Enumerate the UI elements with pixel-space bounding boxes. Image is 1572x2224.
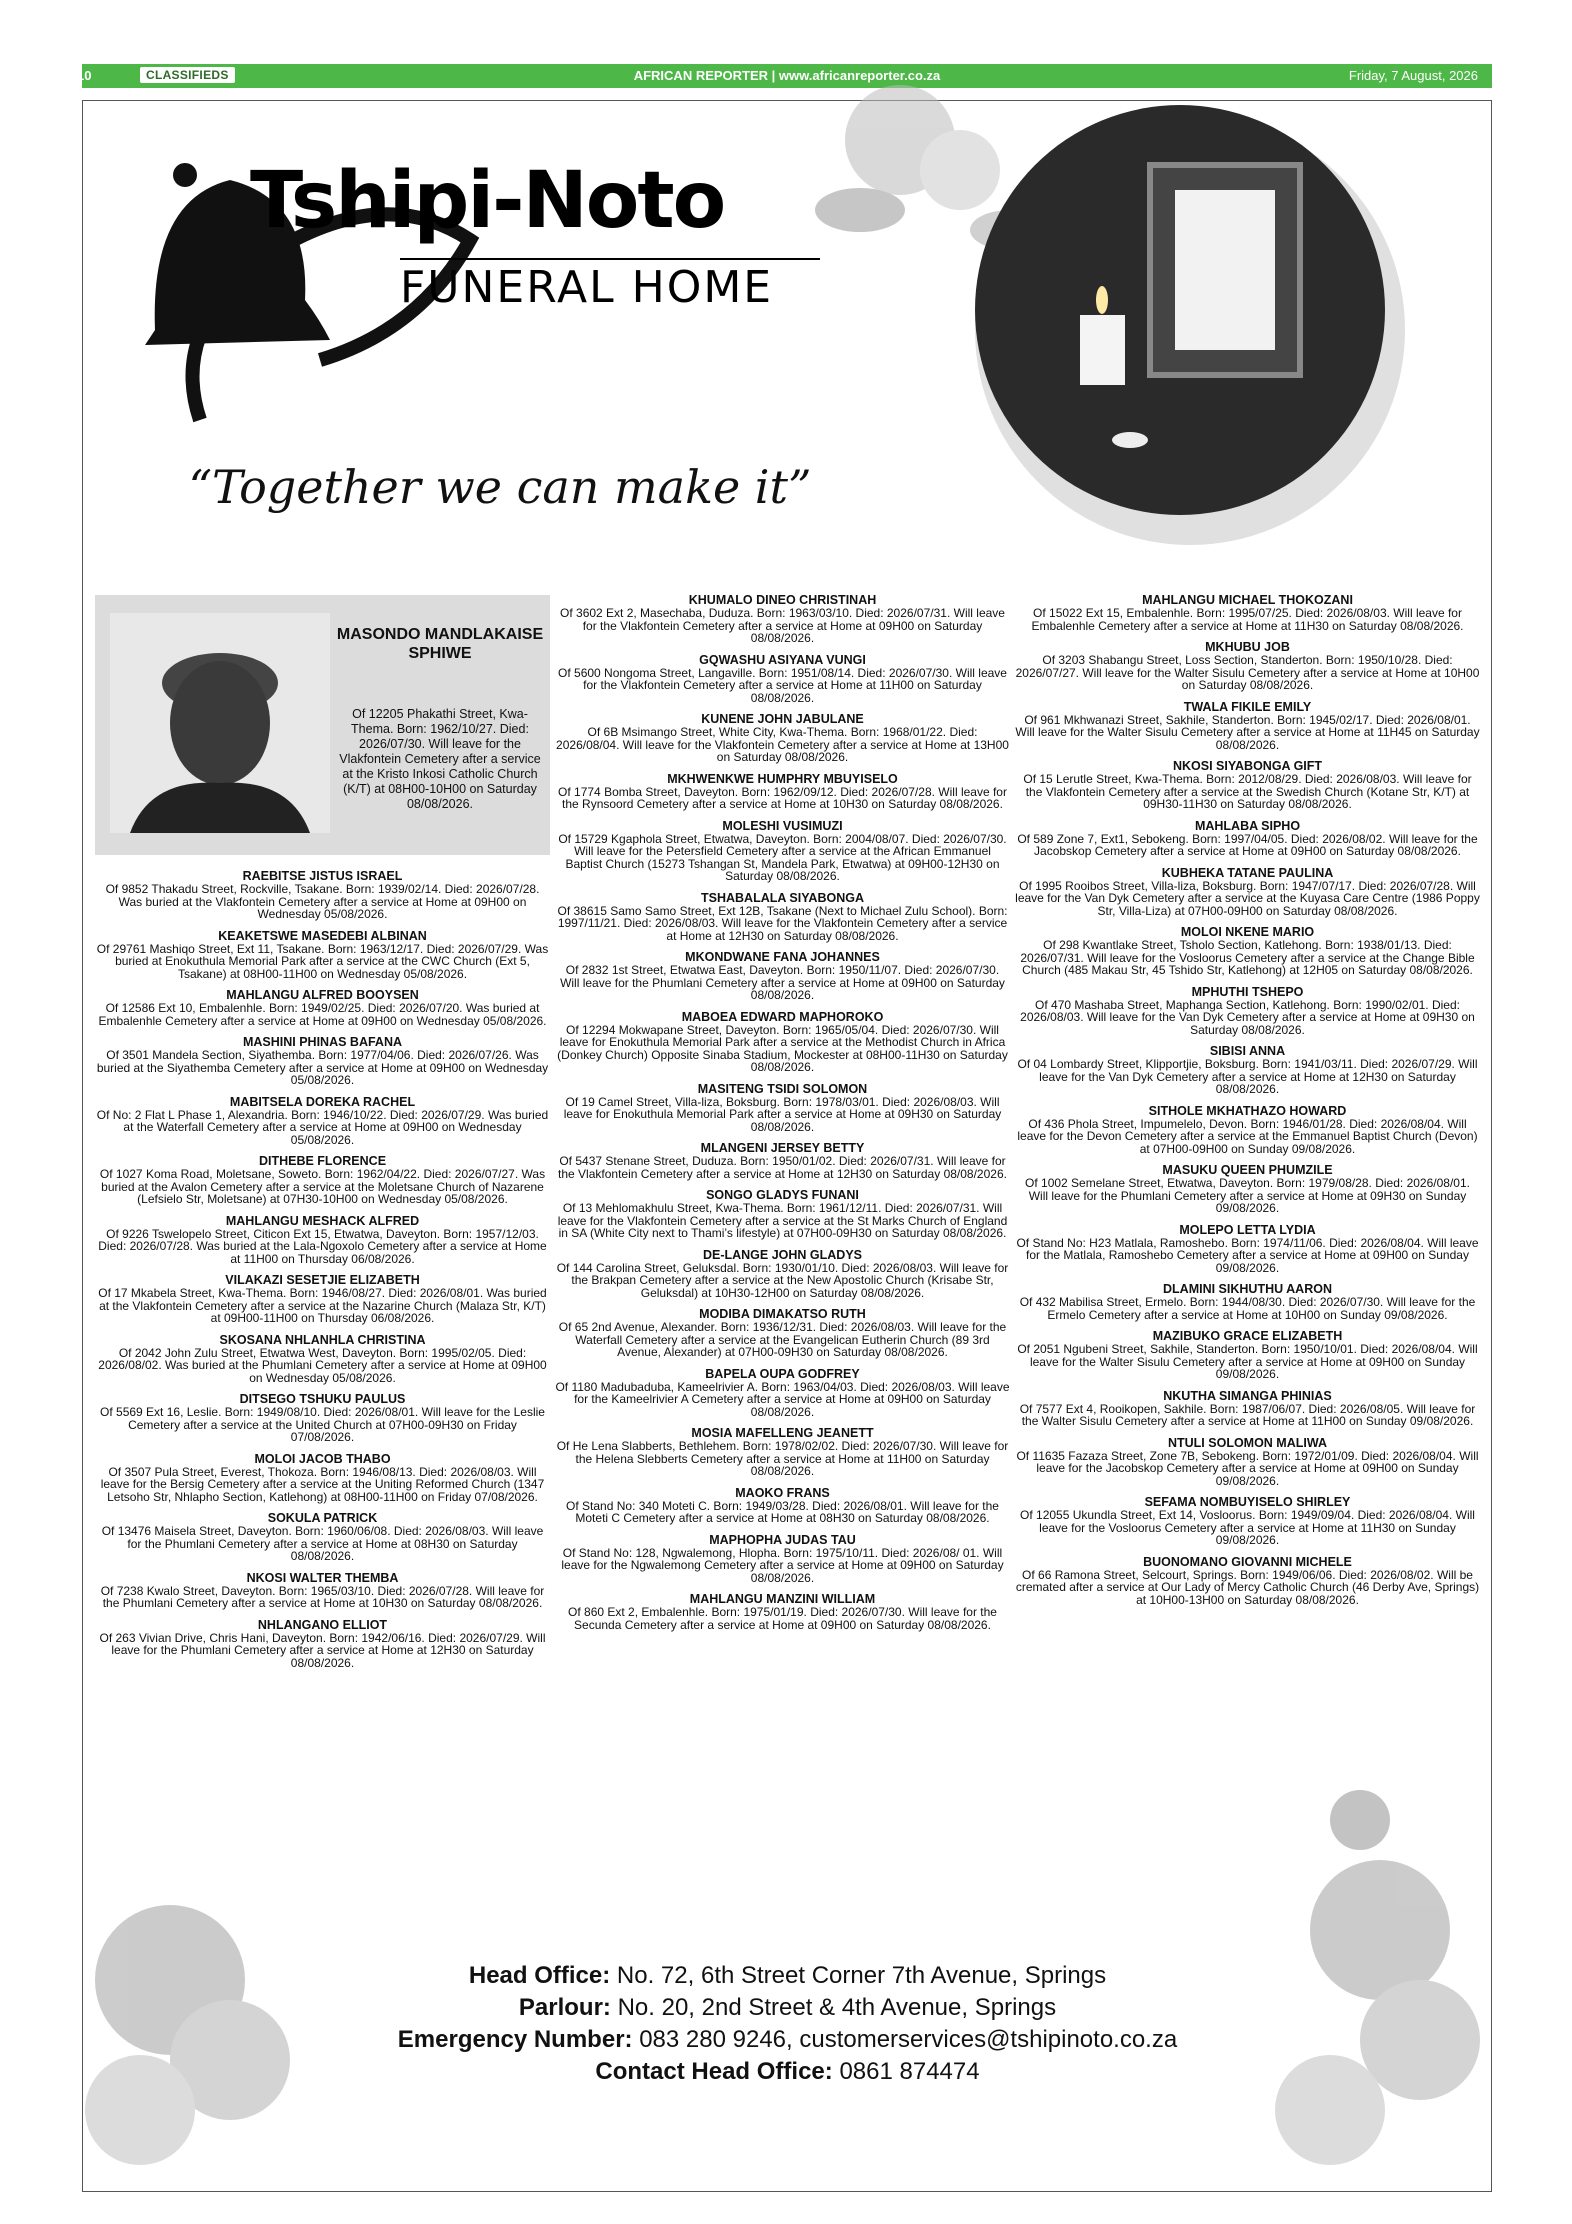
parlour-line: Parlour: No. 20, 2nd Street & 4th Avenue, Springs bbox=[518, 1994, 1057, 2021]
notice-text: Of 298 Kwantlake Street, Tsholo Section, Katlehong. Born: 1938/01/13. Died: 2026/07/31. Will leave for the Vosloorus Cemetery after a service at the Change Bible Church (485 Makau Str, 45 Tshido Str, Katlehong) at 12H05 on Saturday 08/08/2026. bbox=[1020, 938, 1475, 977]
notice-text: Of 12586 Ext 10, Embalenhle. Born: 1949/02/25. Died: 2026/07/20. Was buried at Embalenhle Cemetery after a service at Home at 09H00 on Wednesday 05/08/2026. bbox=[98, 1001, 547, 1028]
notice-column-2 bbox=[555, 593, 1010, 1639]
notice-name: MASHINI PHINAS BAFANA bbox=[242, 1035, 403, 1049]
notice-text: Of He Lena Slabberts, Bethlehem. Born: 1978/02/02. Died: 2026/07/30. Will leave for the Helena Slebberts Cemetery after a service at Home at 11H00 on Saturday 08/08/2026. bbox=[556, 1439, 1009, 1478]
notice-entry bbox=[1015, 819, 1480, 858]
notice-entry bbox=[555, 950, 1010, 1002]
notice-name: MPHUTHI TSHEPO bbox=[1191, 984, 1304, 999]
notice-text: Of 15729 Kgaphola Street, Etwatwa, Daveyton. Born: 2004/08/07. Died: 2026/07/30. Will leave for the Petersfield Cemetery after a service at the African Emmanuel Baptist Church (15273 Tshangan St, Mandela Park, Etwatwa) at 09H00-12H30 on Saturday 08/08/2026. bbox=[558, 831, 1007, 883]
notice-text: Of 3507 Pula Street, Everest, Thokoza. Born: 1946/08/13. Died: 2026/08/03. Will leave for the Bersig Cemetery after a service at the Uniting Reformed Church (1347 Letsoho Str, Nhlapho Section, Katlehong) at 08H00-11H00 on Friday 07/08/2026. bbox=[100, 1464, 545, 1504]
notice-text: Of 589 Zone 7, Ext1, Sebokeng. Born: 1997/04/05. Died: 2026/08/02. Will leave for the Jacobskop Cemetery after a service at Home at 09H00 on Saturday 08/08/2026. bbox=[1017, 831, 1478, 858]
notice-entry bbox=[95, 1273, 550, 1325]
notice-entry bbox=[95, 1035, 550, 1087]
notice-text: Of 1180 Madubaduba, Kameelrivier A. Born: 1963/04/03. Died: 2026/08/03. Will leave for the Kameelrivier A Cemetery after a service at Home at 09H00 on Saturday 08/08/2026. bbox=[555, 1379, 1010, 1419]
notice-text: Of Stand No: 128, Ngwalemong, Hlopha. Born: 1975/10/11. Died: 2026/08/ 01. Will leave for the Ngwalemong Cemetery after a service at Home at 09H00 on Saturday 08/08/2026. bbox=[561, 1545, 1004, 1585]
notice-text: Of 1995 Rooibos Street, Villa-liza, Boksburg. Born: 1947/07/17. Died: 2026/07/28. Will leave for the Van Dyk Cemetery after a service at the Kuyasa Care Centre (1986 Poppy Str, Villa-Liza) at 07H00-09H00 on Saturday 08/08/2026. bbox=[1015, 878, 1480, 918]
notice-name: MOSIA MAFELLENG JEANETT bbox=[691, 1426, 874, 1440]
notice-entry bbox=[555, 819, 1010, 883]
notice-text: Of 65 2nd Avenue, Alexander. Born: 1936/12/31. Died: 2026/08/03. Will leave for the Waterfall Cemetery after a service at the Evangelican Eutherin Church (89 3rd Avenue, Alexander) at 07H00-09H30 on Saturday 08/08/2026. bbox=[558, 1320, 1007, 1359]
notice-text: Of 3501 Mandela Section, Siyathemba. Born: 1977/04/06. Died: 2026/07/26. Was buried at the Siyathemba Cemetery after a service at Home at 09H00 on Wednesday 05/08/2026. bbox=[96, 1048, 549, 1087]
notice-entry bbox=[1015, 1555, 1480, 1607]
notice-name: MOLESHI VUSIMUZI bbox=[722, 818, 843, 833]
notice-name: MODIBA DIMAKATSO RUTH bbox=[699, 1307, 866, 1321]
notice-name: DITHEBE FLORENCE bbox=[258, 1154, 387, 1168]
notice-name: MASUKU QUEEN PHUMZILE bbox=[1162, 1163, 1333, 1177]
notice-text: Of 29761 Mashiqo Street, Ext 11, Tsakane. Born: 1963/12/17. Died: 2026/07/29. Was buried at Enokuthula Memorial Park after a service at the CWC Church (Ext 5, Tsakane) at 08H00-11H00 on Wednesday 05/08/2026. bbox=[96, 941, 549, 981]
notice-entry bbox=[555, 1367, 1010, 1419]
logo-subtitle: FUNERAL HOME bbox=[400, 262, 774, 313]
notice-name: MKHUBU JOB bbox=[1205, 640, 1290, 654]
notice-text: Of 38615 Samo Samo Street, Ext 12B, Tsakane (Next to Michael Zulu School). Born: 1997/11/21. Died: 2026/08/03. Will leave for the Vlakfontein Cemetery after a service at Home at 12H30 on Saturday 08/08/2026. bbox=[557, 903, 1008, 943]
notice-entry bbox=[555, 1533, 1010, 1585]
notice-name: SOKULA PATRICK bbox=[267, 1511, 378, 1525]
issue-date: Friday, 7 August, 2026 bbox=[1348, 68, 1478, 83]
notice-entry bbox=[1015, 1389, 1480, 1428]
photo-frame-blank bbox=[1175, 190, 1275, 350]
notice-name: MOLOI JACOB THABO bbox=[254, 1451, 391, 1466]
notice-entry bbox=[555, 1426, 1010, 1478]
notice-name: NKOSI WALTER THEMBA bbox=[246, 1570, 399, 1585]
notice-name: SKOSANA NHLANHLA CHRISTINA bbox=[219, 1332, 426, 1347]
notice-text: Of 3203 Shabangu Street, Loss Section, Standerton. Born: 1950/10/28. Died: 2026/07/27. Will leave for the Walter Sisulu Cemetery after a service at Home at 10H00 on Saturday 08/08/2026. bbox=[1015, 653, 1480, 692]
notice-text: Of 9852 Thakadu Street, Rockville, Tsakane. Born: 1939/02/14. Died: 2026/07/28. Was buried at the Vlakfontein Cemetery after a service at Home at 09H00 on Wednesday 05/08/2026. bbox=[105, 882, 540, 921]
notice-entry bbox=[1015, 925, 1480, 977]
notice-name: MOLEPO LETTA LYDIA bbox=[1179, 1222, 1316, 1237]
contact-line: Contact Head Office: 0861 874474 bbox=[595, 2058, 980, 2085]
notice-name: MAHLANGU ALFRED BOOYSEN bbox=[226, 988, 419, 1002]
notice-text: Of 9226 Tswelopelo Street, Citicon Ext 15, Etwatwa, Daveyton. Born: 1957/12/03. Died: 2026/07/28. Was buried at the Lala-Ngoxolo Cemetery after a service at Home at 11H00 on Thursday 06/08/2026. bbox=[98, 1226, 547, 1266]
notice-entry bbox=[1015, 866, 1480, 918]
notice-entry bbox=[555, 712, 1010, 764]
notice-name: MAPHOPHA JUDAS TAU bbox=[709, 1532, 856, 1547]
notice-entry bbox=[555, 891, 1010, 943]
notice-name: KUNENE JOHN JABULANE bbox=[701, 712, 864, 726]
notice-text: Of 66 Ramona Street, Selcourt, Springs. Born: 1949/06/06. Died: 2026/08/02. Will be cremated after a service at Our Lady of Mercy Catholic Church (46 Derby Ave, Springs) at 10H00-13H00 on Saturday 08/08/2026. bbox=[1015, 1567, 1480, 1607]
notice-entry bbox=[555, 1486, 1010, 1525]
notice-entry bbox=[555, 1010, 1010, 1074]
featured-notice bbox=[95, 595, 550, 855]
notice-entry bbox=[1015, 1329, 1480, 1381]
notice-entry bbox=[1015, 1163, 1480, 1215]
notice-text: Of 5569 Ext 16, Leslie. Born: 1949/08/10. Died: 2026/08/01. Will leave for the Leslie Cemetery after a service at the United Church at 07H00-09H30 on Friday 07/08/2026. bbox=[100, 1405, 545, 1444]
notice-text: Of 5600 Nongoma Street, Langaville. Born: 1951/08/14. Died: 2026/07/30. Will leave for the Vlakfontein Cemetery after a service at Home at 11H00 on Saturday 08/08/2026. bbox=[558, 665, 1007, 705]
notice-entry bbox=[95, 1333, 550, 1385]
notice-text: Of 1774 Bomba Street, Daveyton. Born: 1962/09/12. Died: 2026/07/28. Will leave for the Rynsoord Cemetery after a service at Home at 10H30 on Saturday 08/08/2026. bbox=[558, 784, 1007, 811]
notice-entry bbox=[555, 593, 1010, 645]
featured-name: MASONDO MANDLAKAISE SPHIWE bbox=[336, 626, 544, 662]
notice-name: SONGO GLADYS FUNANI bbox=[706, 1188, 859, 1202]
notice-name: MAHLANGU MANZINI WILLIAM bbox=[689, 1592, 876, 1606]
notice-text: Of 2051 Ngubeni Street, Sakhile, Standerton. Born: 1950/10/01. Died: 2026/08/04. Will leave for the Walter Sisulu Cemetery after a service at Home at 09H00 on Sunday 09/08/2026. bbox=[1017, 1342, 1478, 1381]
notice-name: TWALA FIKILE EMILY bbox=[1183, 699, 1312, 714]
publication-name: AFRICAN REPORTER | www.africanreporter.co.za bbox=[633, 68, 941, 83]
notice-name: DLAMINI SIKHUTHU AARON bbox=[1163, 1282, 1332, 1296]
notice-name: SIBISI ANNA bbox=[1209, 1044, 1286, 1058]
notice-text: Of 12294 Mokwapane Street, Daveyton. Born: 1965/05/04. Died: 2026/07/30. Will leave for Enokuthula Memorial Park after a service at the Methodist Church in Africa (Donkey Church) Opposite Sinaba Stadium, Mockester at 08H00-11H30 on Saturday 08/08/2026. bbox=[557, 1022, 1008, 1074]
notice-name: GQWASHU ASIYANA VUNGI bbox=[699, 652, 866, 667]
notice-column-3 bbox=[1015, 593, 1480, 1614]
section-label: CLASSIFIEDS bbox=[140, 67, 235, 83]
notice-text: Of 2042 John Zulu Street, Etwatwa West, Daveyton. Born: 1995/02/05. Died: 2026/08/02. Was buried at the Phumlani Cemetery after a service at Home at 09H00 on Wednesday 05/08/2026. bbox=[98, 1345, 547, 1385]
notice-entry bbox=[555, 1248, 1010, 1300]
notice-entry bbox=[95, 1095, 550, 1147]
notice-entry bbox=[95, 1214, 550, 1266]
notice-name: BAPELA OUPA GODFREY bbox=[705, 1366, 860, 1381]
notice-name: VILAKAZI SESETJIE ELIZABETH bbox=[225, 1273, 420, 1287]
notice-entry bbox=[555, 1141, 1010, 1180]
notice-entry bbox=[555, 1188, 1010, 1240]
notice-entry bbox=[95, 929, 550, 981]
notice-entry bbox=[95, 1452, 550, 1504]
notice-text: Of Stand No: 340 Moteti C. Born: 1949/03/28. Died: 2026/08/01. Will leave for the Moteti C Cemetery after a service at Home at 08H30 on Saturday 08/08/2026. bbox=[566, 1498, 999, 1525]
notice-entry bbox=[555, 1307, 1010, 1359]
emergency-line: Emergency Number: 083 280 9246, customerservices@tshipinoto.co.za bbox=[397, 2026, 1178, 2053]
notice-name: BUONOMANO GIOVANNI MICHELE bbox=[1143, 1554, 1352, 1569]
bottom-right-flower-icon bbox=[1275, 1790, 1480, 2165]
contact-footer bbox=[300, 1960, 1275, 2088]
notice-text: Of 432 Mabilisa Street, Ermelo. Born: 1944/08/30. Died: 2026/07/30. Will leave for the Ermelo Cemetery after a service at Home at 10H00 on Sunday 09/08/2026. bbox=[1019, 1295, 1476, 1322]
notice-entry bbox=[1015, 1223, 1480, 1275]
bottom-left-flower-icon bbox=[85, 1905, 290, 2165]
notice-text: Of 263 Vivian Drive, Chris Hani, Daveyton. Born: 1942/06/16. Died: 2026/07/29. Will leave for the Phumlani Cemetery after a service at Home at 12H30 on Saturday 08/08/2026. bbox=[99, 1630, 546, 1670]
notice-name: KEAKETSWE MASEDEBI ALBINAN bbox=[218, 928, 427, 943]
notice-name: RAEBITSE JISTUS ISRAEL bbox=[242, 869, 403, 883]
notice-text: Of 2832 1st Street, Etwatwa East, Daveyton. Born: 1950/11/07. Died: 2026/07/30. Will leave for the Phumlani Cemetery after a service at Home at 09H00 on Saturday 08/08/2026. bbox=[560, 963, 1005, 1002]
notice-text: Of Stand No: H23 Matlala, Ramoshebo. Born: 1974/11/06. Died: 2026/08/04. Will leave for the Matlala, Ramoshebo Cemetery after a service at Home at 09H00 on Sunday 09/08/2026. bbox=[1016, 1235, 1479, 1275]
notice-name: MKONDWANE FANA JOHANNES bbox=[685, 950, 880, 964]
logo-underline bbox=[400, 258, 820, 260]
notice-entry bbox=[555, 1592, 1010, 1631]
notice-entry bbox=[1015, 1436, 1480, 1488]
notice-name: NKOSI SIYABONGA GIFT bbox=[1172, 759, 1323, 773]
notice-entry bbox=[95, 1511, 550, 1563]
notice-text: Of 470 Mashaba Street, Maphanga Section, Katlehong. Born: 1990/02/01. Died: 2026/08/03. Will leave for the Van Dyk Cemetery after a service at Home at 09H30 on Saturday 08/08/2026. bbox=[1020, 997, 1475, 1037]
notice-name: NTULI SOLOMON MALIWA bbox=[1167, 1435, 1327, 1450]
notice-name: SEFAMA NOMBUYISELO SHIRLEY bbox=[1144, 1495, 1351, 1509]
portrait-icon bbox=[110, 613, 330, 833]
notice-text: Of 13 Mehlomakhulu Street, Kwa-Thema. Born: 1961/12/11. Died: 2026/07/31. Will leave for the Vlakfontein Cemetery after a service at the St Marks Church of England in SA (White City next to Thami’s lifestyle) at 07H00-09H30 on Saturday 08/08/2026. bbox=[557, 1201, 1008, 1240]
notice-entry bbox=[95, 1618, 550, 1670]
notice-name: DITSEGO TSHUKU PAULUS bbox=[239, 1392, 406, 1406]
notice-text: Of 1027 Koma Road, Moletsane, Soweto. Born: 1962/04/22. Died: 2026/07/27. Was buried at the Avalon Cemetery after a service at the Moletsane Church of Nazarene (Lefsielo Str, Moletsane) at 07H30-10H00 on Wednesday 05/08/2026. bbox=[99, 1167, 546, 1206]
featured-details: Of 12205 Phakathi Street, Kwa-Thema. Born: 1962/10/27. Died: 2026/07/30. Will leave for the Vlakfontein Cemetery after a service at the Kristo Inkosi Catholic Church (K/T) at 08H00-10H00 on Saturday 08/08/2026. bbox=[339, 707, 541, 811]
notice-text: Of 144 Carolina Street, Geluksdal. Born: 1930/01/10. Died: 2026/08/03. Will leave for the Brakpan Cemetery after a service at the New Apostolic Church (Krisabe Str, Geluksdal) at 10H30-12H00 on Saturday 08/08/2026. bbox=[556, 1260, 1009, 1300]
notice-name: MASITENG TSIDI SOLOMON bbox=[697, 1081, 868, 1096]
page-number: 10 bbox=[77, 68, 92, 83]
notice-entry bbox=[95, 1392, 550, 1444]
notice-text: Of 7238 Kwalo Street, Daveyton. Born: 1965/03/10. Died: 2026/07/28. Will leave for the Phumlani Cemetery after a service at Home at 10H30 on Saturday 08/08/2026. bbox=[100, 1583, 545, 1610]
notice-text: Of No: 2 Flat L Phase 1, Alexandria. Born: 1946/10/22. Died: 2026/07/29. Was buried at the Waterfall Cemetery after a service at Home at 09H00 on Wednesday 05/08/2026. bbox=[96, 1107, 549, 1147]
notice-text: Of 15022 Ext 15, Embalenhle. Born: 1995/07/25. Died: 2026/08/03. Will leave for Embalenhle Cemetery after a service at Home at 11H30 on Saturday 08/08/2026. bbox=[1031, 606, 1464, 633]
notice-text: Of 17 Mkabela Street, Kwa-Thema. Born: 1946/08/27. Died: 2026/08/01. Was buried at the Vlakfontein Cemetery after a service at the Nazarine Church (Malaza Str, K/T) at 09H00-11H00 on Thursday 06/08/2026. bbox=[98, 1286, 547, 1325]
notice-text: Of 3602 Ext 2, Masechaba, Duduza. Born: 1963/03/10. Died: 2026/07/31. Will leave for the Vlakfontein Cemetery after a service at Home at 09H00 on Saturday 08/08/2026. bbox=[560, 606, 1005, 645]
notice-name: MABITSELA DOREKA RACHEL bbox=[229, 1094, 416, 1109]
notice-text: Of 860 Ext 2, Embalenhle. Born: 1975/01/19. Died: 2026/07/30. Will leave for the Secunda Cemetery after a service at Home at 09H00 on Saturday 08/08/2026. bbox=[568, 1605, 997, 1632]
notice-entry bbox=[95, 869, 550, 921]
notice-name: KHUMALO DINEO CHRISTINAH bbox=[688, 593, 877, 607]
notice-name: MAHLANGU MICHAEL THOKOZANI bbox=[1142, 593, 1353, 607]
head-office-line: Head Office: No. 72, 6th Street Corner 7th Avenue, Springs bbox=[468, 1962, 1107, 1989]
notice-text: Of 04 Lombardy Street, Klipportjie, Boksburg. Born: 1941/03/11. Died: 2026/07/29. Will leave for the Van Dyk Cemetery after a service at Home at 12H30 on Saturday 08/08/2026. bbox=[1017, 1057, 1478, 1096]
notice-entry bbox=[95, 988, 550, 1027]
notice-name: TSHABALALA SIYABONGA bbox=[701, 890, 864, 905]
notice-text: Of 7577 Ext 4, Rooikopen, Sakhile. Born: 1987/06/07. Died: 2026/08/05. Will leave for the Walter Sisulu Cemetery after a service at Home at 11H00 on Sunday 09/08/2026. bbox=[1019, 1401, 1476, 1428]
notice-entry bbox=[555, 772, 1010, 811]
notice-name: MLANGENI JERSEY BETTY bbox=[700, 1141, 865, 1155]
notice-entry bbox=[555, 1082, 1010, 1134]
notice-name: KUBHEKA TATANE PAULINA bbox=[1161, 865, 1334, 880]
featured-photo bbox=[110, 613, 330, 833]
notice-entry bbox=[95, 1154, 550, 1206]
notice-name: MKHWENKWE HUMPHRY MBUYISELO bbox=[667, 771, 898, 786]
notice-name: MAOKO FRANS bbox=[735, 1485, 830, 1500]
notice-column-1 bbox=[95, 869, 550, 1677]
notice-text: Of 436 Phola Street, Impumelelo, Devon. Born: 1946/01/28. Died: 2026/08/04. Will leave for the Devon Cemetery after a service at the Emmanuel Baptist Church (Devon) at 07H00-09H00 on Sunday 09/08/2026. bbox=[1017, 1116, 1478, 1156]
notice-entry bbox=[1015, 700, 1480, 752]
notice-text: Of 5437 Stenane Street, Duduza. Born: 1950/01/02. Died: 2026/07/31. Will leave for the Vlakfontein Cemetery after a service at Home at 12H30 on Saturday 08/08/2026. bbox=[558, 1154, 1007, 1181]
notice-name: DE-LANGE JOHN GLADYS bbox=[702, 1247, 863, 1262]
notice-text: Of 6B Msimango Street, White City, Kwa-Thema. Born: 1968/01/22. Died: 2026/08/04. Will leave for the Vlakfontein Cemetery after a service at Home at 13H00 on Saturday 08/08/2026. bbox=[556, 725, 1009, 764]
notice-name: NKUTHA SIMANGA PHINIAS bbox=[1163, 1388, 1332, 1403]
notice-entry bbox=[1015, 1044, 1480, 1096]
notice-text: Of 961 Mkhwanazi Street, Sakhile, Standerton. Born: 1945/02/17. Died: 2026/08/01. Will leave for the Walter Sisulu Cemetery after a service at Home at 11H45 on Saturday 08/08/2026. bbox=[1015, 712, 1480, 752]
notice-name: NHLANGANO ELLIOT bbox=[257, 1617, 388, 1632]
notice-entry bbox=[1015, 985, 1480, 1037]
notice-entry bbox=[95, 1571, 550, 1610]
notice-text: Of 19 Camel Street, Villa-liza, Boksburg. Born: 1978/03/01. Died: 2026/08/03. Will leave for Enokuthula Memorial Park after a service at Home at 09H30 on Saturday 08/08/2026. bbox=[563, 1094, 1002, 1134]
tagline: “Together we can make it” bbox=[188, 460, 812, 514]
notice-entry bbox=[1015, 759, 1480, 811]
notice-text: Of 13476 Maisela Street, Daveyton. Born: 1960/06/08. Died: 2026/08/03. Will leave for the Phumlani Cemetery after a service at Home at 08H30 on Saturday 08/08/2026. bbox=[101, 1524, 544, 1563]
notice-entry bbox=[1015, 1104, 1480, 1156]
notice-entry bbox=[555, 653, 1010, 705]
notice-entry bbox=[1015, 1282, 1480, 1321]
notice-entry bbox=[1015, 593, 1480, 632]
notice-name: SITHOLE MKHATHAZO HOWARD bbox=[1148, 1103, 1347, 1118]
notice-entry bbox=[1015, 640, 1480, 692]
notice-name: MOLOI NKENE MARIO bbox=[1180, 925, 1315, 939]
notice-name: MAHLABA SIPHO bbox=[1194, 818, 1301, 833]
notice-text: Of 15 Lerutle Street, Kwa-Thema. Born: 2012/08/29. Died: 2026/08/03. Will leave for the Vlakfontein Cemetery after a service at the Swedish Church (Kotane Str, K/T) at 09H30-11H30 on Saturday 08/08/2026. bbox=[1023, 772, 1472, 811]
notice-name: MAZIBUKO GRACE ELIZABETH bbox=[1152, 1329, 1343, 1343]
logo-brand-name: Tshipi-Noto bbox=[250, 156, 725, 246]
notice-text: Of 1002 Semelane Street, Etwatwa, Daveyton. Born: 1979/08/28. Died: 2026/08/01. Will leave for the Phumlani Cemetery after a service at Home at 09H30 on Sunday 09/08/2026. bbox=[1025, 1176, 1470, 1215]
notice-text: Of 11635 Fazaza Street, Zone 7B, Sebokeng. Born: 1972/01/09. Died: 2026/08/04. Will leave for the Jacobskop Cemetery after a service at Home at 09H00 on Sunday 09/08/2026. bbox=[1016, 1448, 1479, 1488]
notice-text: Of 12055 Ukundla Street, Ext 14, Vosloorus. Born: 1949/09/04. Died: 2026/08/04. Will leave for the Vosloorus Cemetery after a service at Home at 11H30 on Sunday 09/08/2026. bbox=[1020, 1508, 1475, 1547]
notice-name: MAHLANGU MESHACK ALFRED bbox=[225, 1213, 420, 1228]
candle-icon bbox=[1080, 315, 1125, 385]
notice-name: MABOEA EDWARD MAPHOROKO bbox=[681, 1009, 884, 1024]
notice-entry bbox=[1015, 1495, 1480, 1547]
